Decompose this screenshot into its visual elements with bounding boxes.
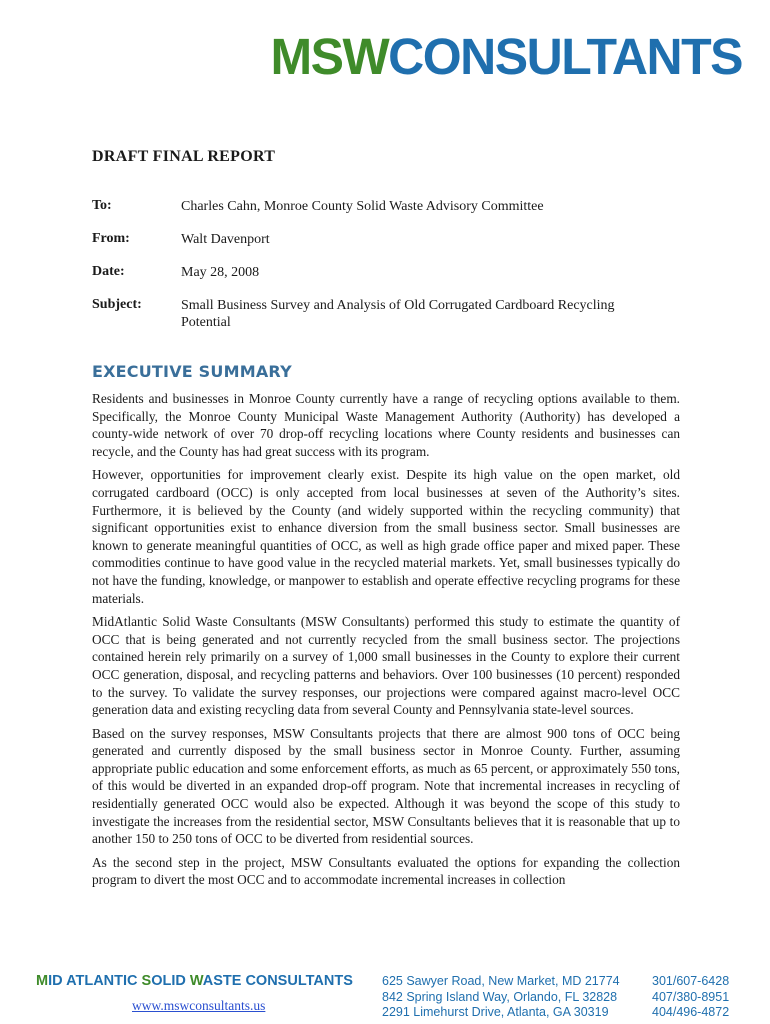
address-line: 842 Spring Island Way, Orlando, FL 32828 xyxy=(382,989,618,1004)
logo-consultants: CONSULTANTS xyxy=(388,27,742,86)
company-initial-w: W xyxy=(189,973,203,989)
executive-summary-heading: EXECUTIVE SUMMARY xyxy=(92,362,292,381)
memo-to-label: To: xyxy=(92,198,112,213)
footer-phones xyxy=(652,974,729,1021)
memo-from-value: Walt Davenport xyxy=(181,232,270,247)
msw-consultants-logo xyxy=(270,27,742,86)
memo-date-value: May 28, 2008 xyxy=(181,265,260,280)
paragraph: Based on the survey responses, MSW Consultants projects that there are almost 900 tons of OCC being generated and currently disposed by the small business sector in Monroe County. Further, assuming appropriate public education and some enforcement efforts, as much as 65 percent, or approximately 550 tons, of this would be diverted in an expanded drop-off program. Note that incremental increases in recycling of residentially generated OCC would also be expected. Although it was beyond the scope of this study to investigate the increases from the residential sector, MSW Consultants believes that it is reasonable that up to another 150 to 250 tons of OCC to be diverted from residential sources. xyxy=(92,725,680,847)
paragraph: Residents and businesses in Monroe County currently have a range of recycling options available to them. Specifically, the Monroe County Municipal Waste Management Authority (Authority) has developed a county-wide network of over 70 drop-off recycling locations where County residents and businesses can recycle, and the County has had great success with its program. xyxy=(92,391,680,459)
memo-subject-label: Subject: xyxy=(92,297,142,312)
memo-from-label: From: xyxy=(92,231,130,246)
report-title: DRAFT FINAL REPORT xyxy=(92,148,276,165)
paragraph: MidAtlantic Solid Waste Consultants (MSW Consultants) performed this study to estimate the quantity of OCC that is being generated and not currently recycled from the small business sector. The projections contained herein rely primarily on a survey of 1,000 small businesses in the County to explore their current OCC generation, disposal, and recycling patterns and behaviors. Over 100 businesses (10 percent) responded to the survey. To validate the survey responses, our projections were compared against macro-level OCC generation data and existing recycling data from several County and Pennsylvania state-level sources. xyxy=(92,614,680,718)
company-text-3: ASTE CONSULTANTS xyxy=(202,973,353,989)
phone-line: 404/496-4872 xyxy=(652,1005,730,1019)
phone-line: 301/607-6428 xyxy=(652,974,730,988)
company-initial-m: M xyxy=(36,973,49,989)
memo-to-value: Charles Cahn, Monroe County Solid Waste Advisory Committee xyxy=(181,199,544,214)
company-text-2: OLID xyxy=(151,973,190,989)
page-footer xyxy=(0,970,770,1024)
website-link[interactable]: www.mswconsultants.us xyxy=(132,998,266,1013)
footer-company-name xyxy=(36,973,353,989)
address-line: 2291 Limehurst Drive, Atlanta, GA 30319 xyxy=(382,1005,609,1019)
paragraph: As the second step in the project, MSW Consultants evaluated the options for expanding the collection program to divert the most OCC and to accommodate incremental increases in collection xyxy=(92,854,680,888)
address-line: 625 Sawyer Road, New Market, MD 21774 xyxy=(382,974,620,988)
footer-addresses xyxy=(382,974,620,1021)
logo-msw: MSW xyxy=(270,27,389,86)
company-initial-s: S xyxy=(141,973,152,989)
executive-summary-body xyxy=(92,390,680,895)
paragraph: However, opportunities for improvement clearly exist. Despite its high value on the open market, old corrugated cardboard (OCC) is only accepted from local businesses at seven of the Authority’s sites. Furthermore, it is believed by the County (and widely supported within the recycling community) that significant opportunities exist to enhance diversion from the small business sector. Small businesses are known to generate meaningful quantities of OCC, as well as high grade office paper and mixed paper. These commodities continue to have good value in the recycled material markets. Yet, small businesses typically do not have the funding, knowledge, or manpower to establish and operate effective recycling programs for these materials. xyxy=(92,467,680,606)
memo-date-label: Date: xyxy=(92,264,125,279)
phone-line: 407/380-8951 xyxy=(652,989,730,1004)
memo-subject-value: Small Business Survey and Analysis of Old Corrugated Cardboard Recycling Potential xyxy=(181,298,615,330)
company-text-1: ID ATLANTIC xyxy=(48,973,142,989)
